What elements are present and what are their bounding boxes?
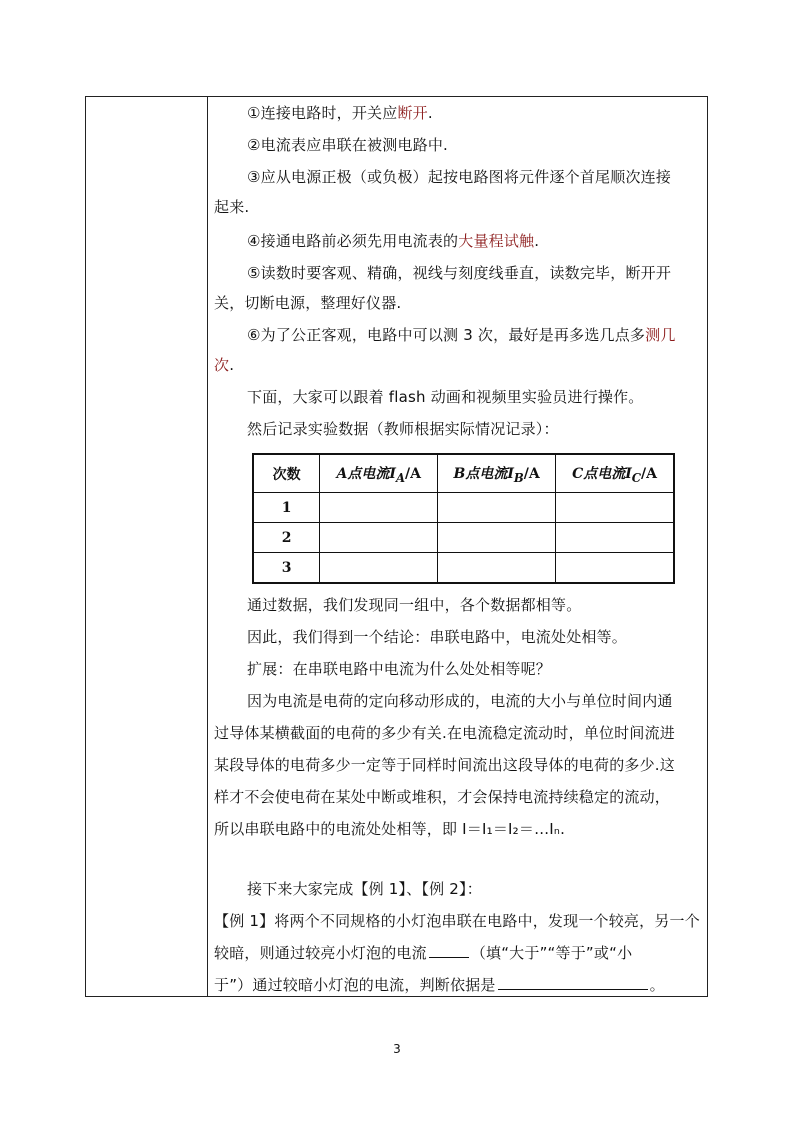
step-6-cont bbox=[214, 354, 234, 375]
table-cell bbox=[438, 553, 556, 584]
observation: 通过数据，我们发现同一组中，各个数据都相等。 bbox=[247, 596, 582, 614]
step-1 bbox=[247, 102, 433, 123]
table-cell bbox=[320, 553, 438, 584]
table-cell bbox=[556, 553, 674, 584]
explanation-line-5: 所以串联电路中的电流处处相等，即 I＝I₁＝I₂＝…Iₙ. bbox=[214, 820, 566, 838]
column-divider bbox=[207, 96, 208, 997]
answer-blank-2[interactable] bbox=[498, 988, 648, 990]
example-1-line-2 bbox=[214, 942, 632, 963]
header-b-label: B点电流I bbox=[453, 465, 514, 482]
conclusion: 因此，我们得到一个结论：串联电路中，电流处处相等。 bbox=[247, 628, 628, 646]
step-5-cont: 关，切断电源，整理好仪器. bbox=[214, 294, 402, 312]
table-cell bbox=[556, 493, 674, 523]
table-cell bbox=[320, 523, 438, 553]
explanation-line-4: 样才不会使电荷在某处中断或堆积，才会保持电流持续稳定的流动， bbox=[214, 788, 671, 806]
step-1-end: . bbox=[427, 104, 433, 122]
row-number: 3 bbox=[253, 553, 320, 584]
step-4 bbox=[247, 230, 539, 251]
table-header-a bbox=[320, 454, 438, 493]
answer-blank-1[interactable] bbox=[429, 956, 469, 958]
header-c-unit: /A bbox=[641, 465, 658, 482]
extension-question: 扩展：在串联电路中电流为什么处处相等呢？ bbox=[247, 660, 552, 678]
step-4-end: . bbox=[534, 232, 540, 250]
table-header-row bbox=[253, 454, 674, 493]
step-6-highlight: 测几 bbox=[645, 326, 676, 344]
step-4-highlight: 大量程试触 bbox=[458, 232, 535, 250]
explanation-line-3: 某段导体的电荷多少一定等于同样时间流出这段导体的电荷的多少.这 bbox=[214, 756, 675, 774]
step-6-highlight-cont: 次 bbox=[214, 356, 230, 374]
table-header-b bbox=[438, 454, 556, 493]
table-row bbox=[253, 553, 674, 584]
step-4-text: ④接通电路前必须先用电流表的 bbox=[247, 232, 459, 250]
header-c-label: C点电流I bbox=[572, 465, 632, 482]
step-2: ②电流表应串联在被测电路中. bbox=[247, 136, 449, 154]
lesson-content bbox=[214, 96, 702, 996]
example-1-reason-text: 于”）通过较暗小灯泡的电流，判断依据是 bbox=[214, 976, 496, 994]
table-header-count: 次数 bbox=[253, 454, 320, 493]
header-b-unit: /A bbox=[523, 465, 540, 482]
step-3: ③应从电源正极（或负极）起按电路图将元件逐个首尾顺次连接 bbox=[247, 168, 672, 186]
example-1-text: 较暗，则通过较亮小灯泡的电流 bbox=[214, 944, 427, 962]
step-6-end: . bbox=[229, 356, 235, 374]
table-header-c bbox=[556, 454, 674, 493]
step-3-cont: 起来. bbox=[214, 198, 250, 216]
current-data-table bbox=[252, 453, 675, 584]
step-6 bbox=[247, 324, 676, 345]
table-row bbox=[253, 523, 674, 553]
row-number: 2 bbox=[253, 523, 320, 553]
instruction-record: 然后记录实验数据（教师根据实际情况记录）： bbox=[247, 420, 559, 438]
explanation-line-2: 过导体某横截面的电荷的多少有关.在电流稳定流动时，单位时间流进 bbox=[214, 724, 675, 742]
table-cell bbox=[438, 523, 556, 553]
explanation-line-1: 因为电流是电荷的定向移动形成的，电流的大小与单位时间内通 bbox=[247, 692, 673, 710]
row-number: 1 bbox=[253, 493, 320, 523]
instruction-flash: 下面，大家可以跟着 flash 动画和视频里实验员进行操作。 bbox=[247, 388, 644, 406]
example-1-line-3 bbox=[214, 974, 665, 995]
example-1-choices: （填“大于”“等于”或“小 bbox=[470, 944, 633, 962]
header-a-sub: A bbox=[395, 470, 405, 485]
header-b-sub: B bbox=[513, 470, 524, 485]
header-c-sub: C bbox=[631, 470, 642, 485]
example-intro: 接下来大家完成【例 1】、【例 2】： bbox=[247, 880, 482, 898]
page-number: 3 bbox=[393, 1042, 401, 1056]
table-cell bbox=[438, 493, 556, 523]
table-cell bbox=[556, 523, 674, 553]
header-a-label: A点电流I bbox=[336, 465, 396, 482]
step-1-highlight: 断开 bbox=[397, 104, 428, 122]
step-5: ⑤读数时要客观、精确，视线与刻度线垂直，读数完毕，断开开 bbox=[247, 264, 672, 282]
table-cell bbox=[320, 493, 438, 523]
table-row bbox=[253, 493, 674, 523]
example-1-end: 。 bbox=[649, 976, 665, 994]
header-a-unit: /A bbox=[405, 465, 421, 482]
example-1-line-1: 【例 1】将两个不同规格的小灯泡串联在电路中，发现一个较亮，另一个 bbox=[214, 912, 700, 930]
step-6-text: ⑥为了公正客观，电路中可以测 3 次，最好是再多选几点多 bbox=[247, 326, 646, 344]
step-1-text: ①连接电路时，开关应 bbox=[247, 104, 398, 122]
